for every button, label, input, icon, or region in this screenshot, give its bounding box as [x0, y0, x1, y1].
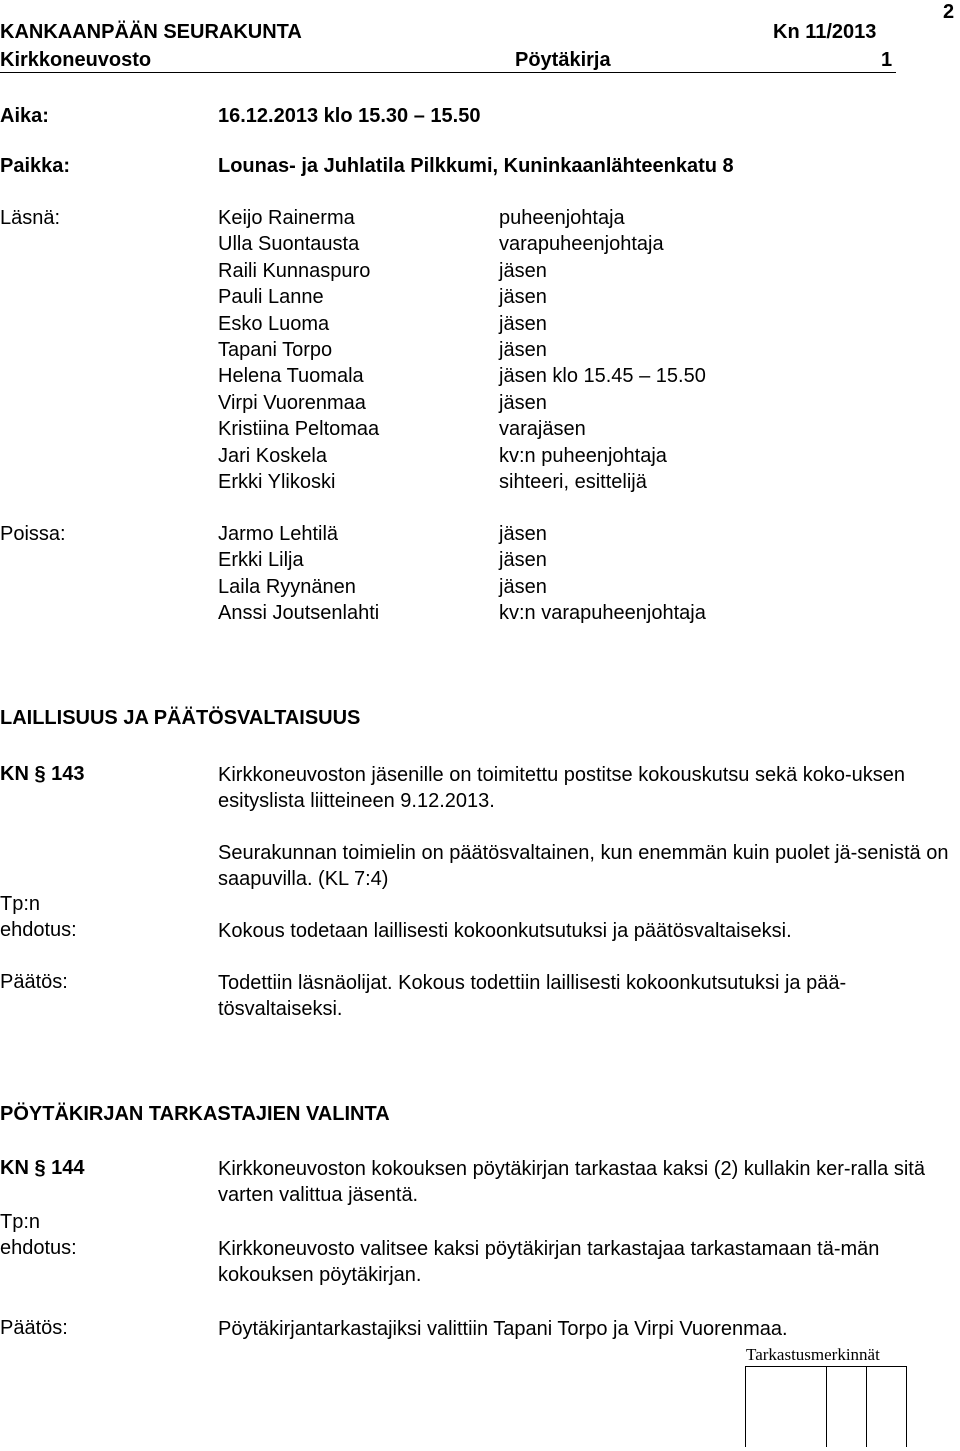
section-paragraph: Seurakunnan toimielin on päätösvaltainen, kun enemmän kuin puolet jä-senistä on saapuvilla. (KL 7:4) — [218, 842, 949, 890]
attendee-role: varapuheenjohtaja — [499, 233, 664, 256]
section-heading: PÖYTÄKIRJAN TARKASTAJIEN VALINTA — [0, 1103, 390, 1125]
section-code: KN § 144 — [0, 1157, 85, 1179]
attendee-role: jäsen — [499, 312, 547, 335]
attendee-name: Erkki Lilja — [218, 549, 304, 572]
present-label: Läsnä: — [0, 207, 61, 229]
attendee-name: Helena Tuomala — [218, 365, 364, 388]
document-type: Pöytäkirja — [515, 49, 611, 71]
attendee-role: jäsen klo 15.45 – 15.50 — [499, 365, 706, 388]
attendee-role: varajäsen — [499, 418, 586, 441]
time-value: 16.12.2013 klo 15.30 – 15.50 — [218, 105, 481, 127]
attendee-name: Esko Luoma — [218, 312, 330, 335]
attendee-name: Ulla Suontausta — [218, 233, 360, 256]
inspection-box-divider — [826, 1367, 827, 1447]
place-value: Lounas- ja Juhlatila Pilkkumi, Kuninkaanlähteenkatu 8 — [218, 155, 734, 177]
time-label: Aika: — [0, 105, 49, 127]
attendee-name: Kristiina Peltomaa — [218, 418, 380, 441]
attendee-role: kv:n varapuheenjohtaja — [499, 602, 706, 625]
absent-label: Poissa: — [0, 523, 66, 545]
decision-label: Päätös: — [0, 971, 68, 993]
decision-label: Päätös: — [0, 1317, 68, 1339]
proposal-text: Kokous todetaan laillisesti kokoonkutsutuksi ja päätösvaltaiseksi. — [218, 920, 792, 942]
attendee-name: Laila Ryynänen — [218, 575, 356, 598]
attendee-role: jäsen — [499, 523, 547, 545]
parish-name: KANKAANPÄÄN SEURAKUNTA — [0, 21, 302, 43]
attendee-role: jäsen — [499, 259, 547, 282]
place-label: Paikka: — [0, 155, 71, 177]
attendee-name: Erkki Ylikoski — [218, 471, 336, 493]
attendee-name: Anssi Joutsenlahti — [218, 602, 380, 625]
sheet-number: 1 — [881, 49, 893, 71]
proposal-label: Tp:n — [0, 893, 41, 915]
section-heading: LAILLISUUS JA PÄÄTÖSVALTAISUUS — [0, 707, 361, 729]
attendee-role: jäsen — [499, 549, 547, 572]
attendee-role: jäsen — [499, 286, 547, 309]
attendee-role: sihteeri, esittelijä — [499, 471, 647, 493]
document-number: Kn 11/2013 — [773, 21, 877, 43]
page-number: 2 — [943, 1, 955, 23]
attendee-name: Raili Kunnaspuro — [218, 259, 371, 282]
attendee-role: kv:n puheenjohtaja — [499, 444, 667, 467]
attendee-name: Jarmo Lehtilä — [218, 523, 339, 545]
attendee-name: Pauli Lanne — [218, 286, 324, 309]
attendee-role: jäsen — [499, 339, 547, 361]
attendee-role: jäsen — [499, 575, 547, 598]
proposal-text: Kirkkoneuvosto valitsee kaksi pöytäkirjan tarkastajaa tarkastamaan tä-män kokouksen pöytäkirjan. — [218, 1238, 880, 1286]
proposal-label: Tp:n — [0, 1211, 41, 1233]
inspection-marks-label: Tarkastusmerkinnät — [746, 1345, 880, 1364]
attendee-name: Tapani Torpo — [218, 339, 333, 361]
inspection-box-divider — [866, 1367, 867, 1447]
attendee-name: Keijo Rainerma — [218, 207, 355, 229]
section-paragraph: Kirkkoneuvoston kokouksen pöytäkirjan tarkastaa kaksi (2) kullakin ker-ralla sitä varten valittua jäsentä. — [218, 1158, 925, 1206]
attendee-role: jäsen — [499, 391, 547, 414]
attendee-name: Virpi Vuorenmaa — [218, 391, 366, 414]
section-code: KN § 143 — [0, 763, 85, 785]
body-name: Kirkkoneuvosto — [0, 49, 152, 71]
header-divider — [0, 72, 896, 73]
attendee-role: puheenjohtaja — [499, 207, 625, 229]
proposal-label: ehdotus: — [0, 919, 77, 941]
decision-text: Pöytäkirjantarkastajiksi valittiin Tapani Torpo ja Virpi Vuorenmaa. — [218, 1318, 788, 1340]
inspection-marks-box — [745, 1366, 907, 1447]
attendee-name: Jari Koskela — [218, 444, 327, 467]
proposal-label: ehdotus: — [0, 1237, 77, 1259]
section-paragraph: Kirkkoneuvoston jäsenille on toimitettu postitse kokouskutsu sekä koko-uksen esityslista liitteineen 9.12.2013. — [218, 764, 906, 812]
decision-text: Todettiin läsnäolijat. Kokous todettiin laillisesti kokoonkutsutuksi ja pää-tösvaltaiseksi. — [218, 972, 847, 1020]
